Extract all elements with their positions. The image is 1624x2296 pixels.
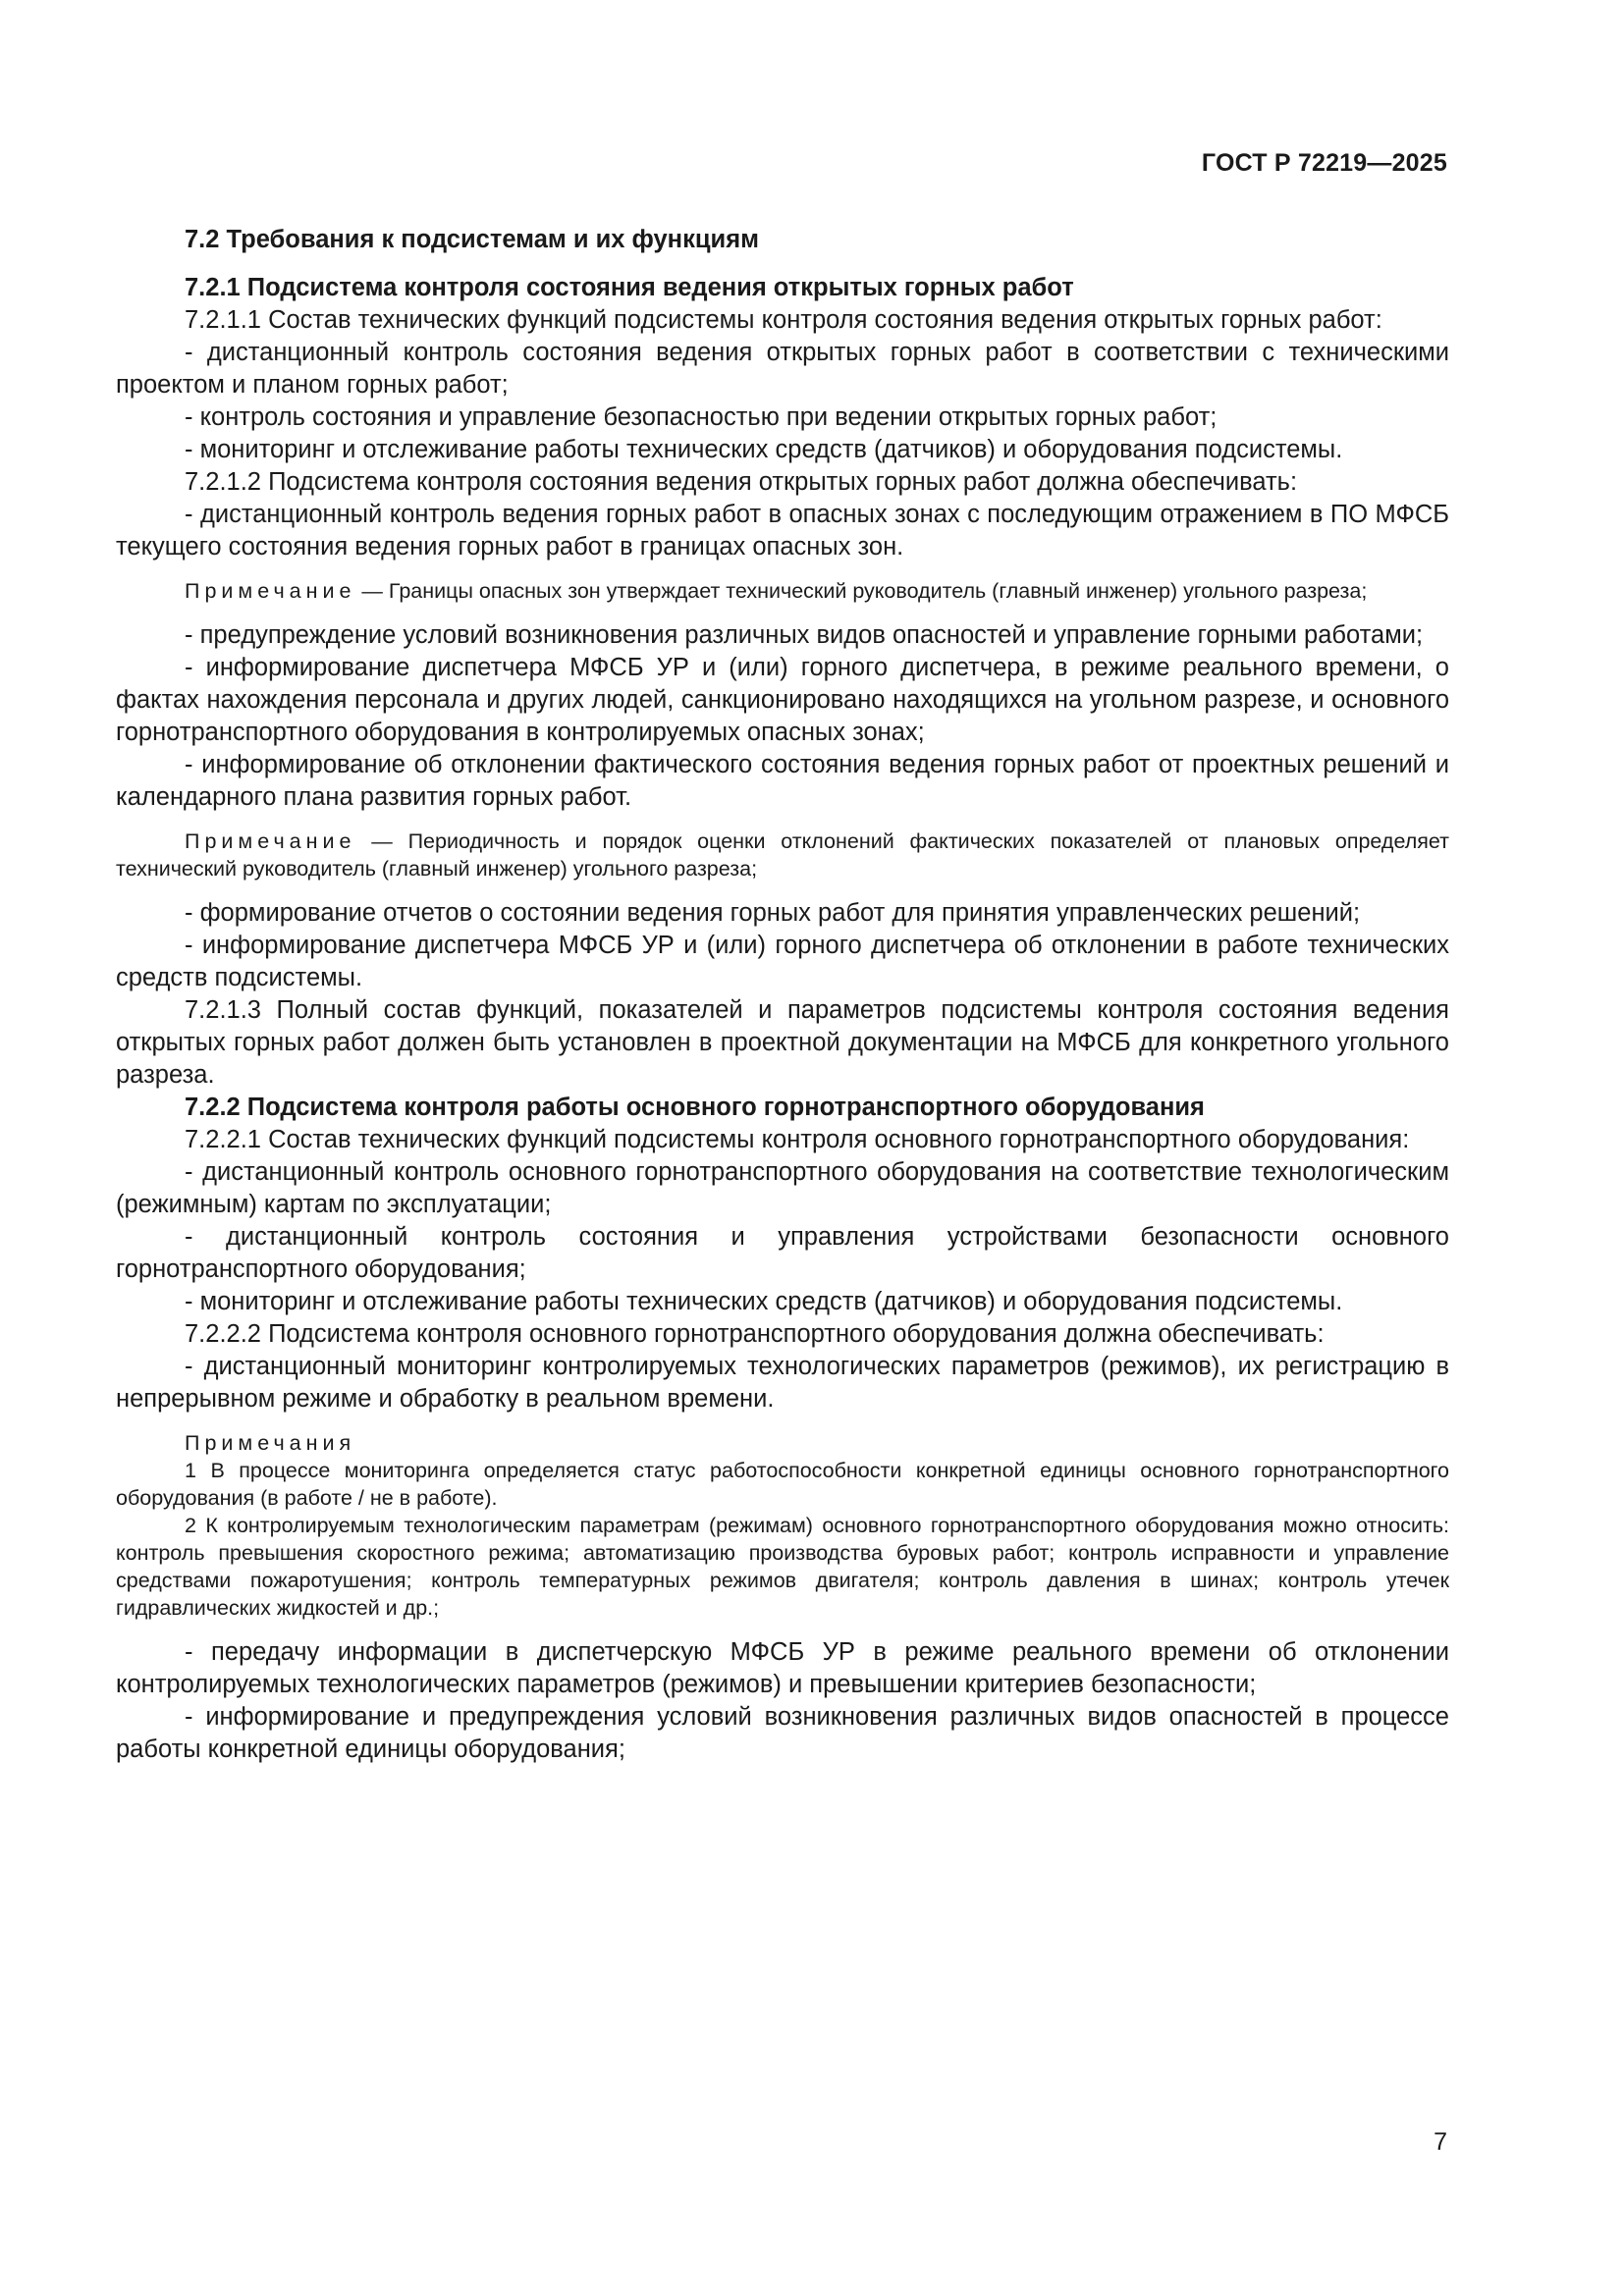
list-item: - формирование отчетов о состоянии ведения горных работ для принятия управленческих решений; [185,899,1361,927]
list-item: - информирование об отклонении фактического состояния ведения горных работ от проектных решений и календарного плана развития горных работ. [116,751,1449,811]
paragraph: 7.2.1.1 Состав технических функций подсистемы контроля состояния ведения открытых горных работ: [185,306,1382,334]
list-item: - передачу информации в диспетчерскую МФСБ УР в режиме реального времени об отклонении контролируемых технологических параметров (режимов) и превышении критериев безопасности; [116,1638,1449,1698]
paragraph: 7.2.2.1 Состав технических функций подсистемы контроля основного горнотранспортного оборудования: [185,1126,1410,1153]
paragraph: 7.2.1.2 Подсистема контроля состояния ведения открытых горных работ должна обеспечивать: [185,468,1298,496]
notes-label-text: Примечания [185,1431,356,1455]
note [116,577,1449,605]
note-text: — Периодичность и порядок оценки отклонений фактических показателей от плановых определяет технический руководитель (главный инженер) угольного разреза; [116,829,1449,881]
paragraph: 7.2.2.2 Подсистема контроля основного горнотранспортного оборудования должна обеспечивать: [185,1320,1325,1348]
list-item: - мониторинг и отслеживание работы технических средств (датчиков) и оборудования подсистемы. [185,1288,1343,1315]
list-item: - дистанционный контроль ведения горных работ в опасных зонах с последующим отражением в ПО МФСБ текущего состояния ведения горных работ в границах опасных зон. [116,501,1449,561]
list-item: - мониторинг и отслеживание работы технических средств (датчиков) и оборудования подсистемы. [185,436,1343,463]
document-body [116,224,1449,1766]
list-item: - контроль состояния и управление безопасностью при ведении открытых горных работ; [185,403,1218,431]
note-item: 2 К контролируемым технологическим параметрам (режимам) основного горнотранспортного оборудования можно относить: контроль превышения скоростного режима; автоматизацию производства буровых работ; контроль исправности и управление средствами пожаротушения; контроль температурных режимов двигателя; контроль давления в шинах; контроль утечек гидравлических жидкостей и др.; [116,1514,1449,1620]
paragraph: 7.2.1.3 Полный состав функций, показателей и параметров подсистемы контроля состояния ведения открытых горных работ должен быть установлен в проектной документации на МФСБ для конкретного угольного разреза. [116,996,1449,1089]
note-label: Примечание [185,829,356,853]
standard-code-header: ГОСТ Р 72219—2025 [1201,149,1447,177]
list-item: - дистанционный контроль состояния ведения открытых горных работ в соответствии с техническими проектом и планом горных работ; [116,339,1449,399]
note [116,828,1449,882]
section-heading-7-2-2: 7.2.2 Подсистема контроля работы основного горнотранспортного оборудования [185,1094,1205,1121]
note-label: Примечание [185,579,356,603]
section-heading-7-2: 7.2 Требования к подсистемам и их функциям [185,226,759,253]
list-item: - дистанционный мониторинг контролируемых технологических параметров (режимов), их регистрацию в непрерывном режиме и обработку в реальном времени. [116,1353,1449,1413]
section-heading-7-2-1: 7.2.1 Подсистема контроля состояния ведения открытых горных работ [185,274,1074,301]
list-item: - информирование диспетчера МФСБ УР и (или) горного диспетчера об отклонении в работе технических средств подсистемы. [116,932,1449,991]
list-item: - дистанционный контроль состояния и управления устройствами безопасности основного горнотранспортного оборудования; [116,1223,1449,1283]
list-item: - дистанционный контроль основного горнотранспортного оборудования на соответствие технологическим (режимным) картам по эксплуатации; [116,1158,1449,1218]
list-item: - информирование диспетчера МФСБ УР и (или) горного диспетчера, в режиме реального времени, о фактах нахождения персонала и других людей, санкционировано находящихся на угольном разрезе, и основного горнотранспортного оборудования в контролируемых опасных зонах; [116,654,1449,746]
list-item: - предупреждение условий возникновения различных видов опасностей и управление горными работами; [185,621,1424,649]
notes-label [116,1429,1449,1457]
list-item: - информирование и предупреждения условий возникновения различных видов опасностей в процессе работы конкретной единицы оборудования; [116,1703,1449,1763]
page-number: 7 [1434,2128,1447,2156]
note-item: 1 В процессе мониторинга определяется статус работоспособности конкретной единицы основного горнотранспортного оборудования (в работе / не в работе). [116,1459,1449,1510]
note-text: — Границы опасных зон утверждает технический руководитель (главный инженер) угольного разреза; [355,579,1368,603]
